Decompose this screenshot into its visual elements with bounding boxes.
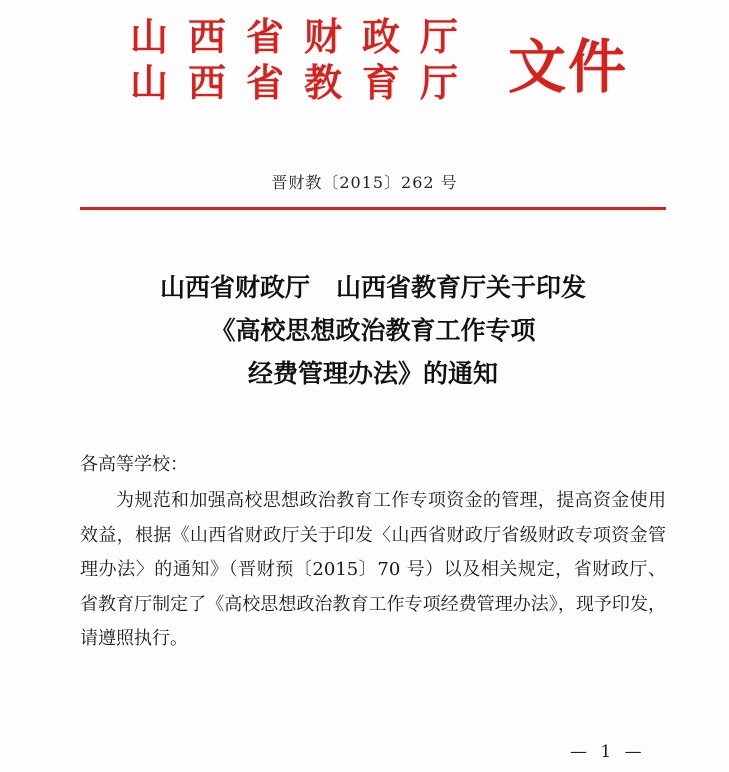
document-number: 晋财教〔2015〕262 号	[271, 173, 458, 192]
page-number: — 1 —	[570, 742, 646, 762]
title-line-1-issuer: 山西省财政厅	[159, 273, 310, 302]
title-line-1-rest: 山西省教育厅关于印发	[336, 273, 587, 302]
title-line-3: 经费管理办法》的通知	[247, 359, 498, 388]
salutation: 各高等学校：	[80, 454, 188, 475]
document-title	[80, 266, 666, 395]
document-label: 文件	[508, 33, 629, 101]
issuer-education-department: 山西省教育厅	[130, 60, 479, 105]
title-line-1	[80, 266, 666, 309]
issuing-authorities	[130, 14, 490, 106]
red-header	[130, 14, 650, 114]
issuer-finance-department: 山西省财政厅	[130, 14, 479, 59]
title-line-2: 《高校思想政治教育工作专项	[210, 316, 536, 345]
body-paragraph: 为规范和加强高校思想政治教育工作专项资金的管理，提高资金使用效益，根据《山西省财政厅关于印发〈山西省财政厅省级财政专项资金管理办法〉的通知》（晋财预〔2015〕70 号）以及相关规定，省财政厅、省教育厅制定了《高校思想政治教育工作专项经费管理办法》，现予印发，请遵照执行。	[80, 490, 666, 649]
red-divider-line	[80, 207, 666, 210]
